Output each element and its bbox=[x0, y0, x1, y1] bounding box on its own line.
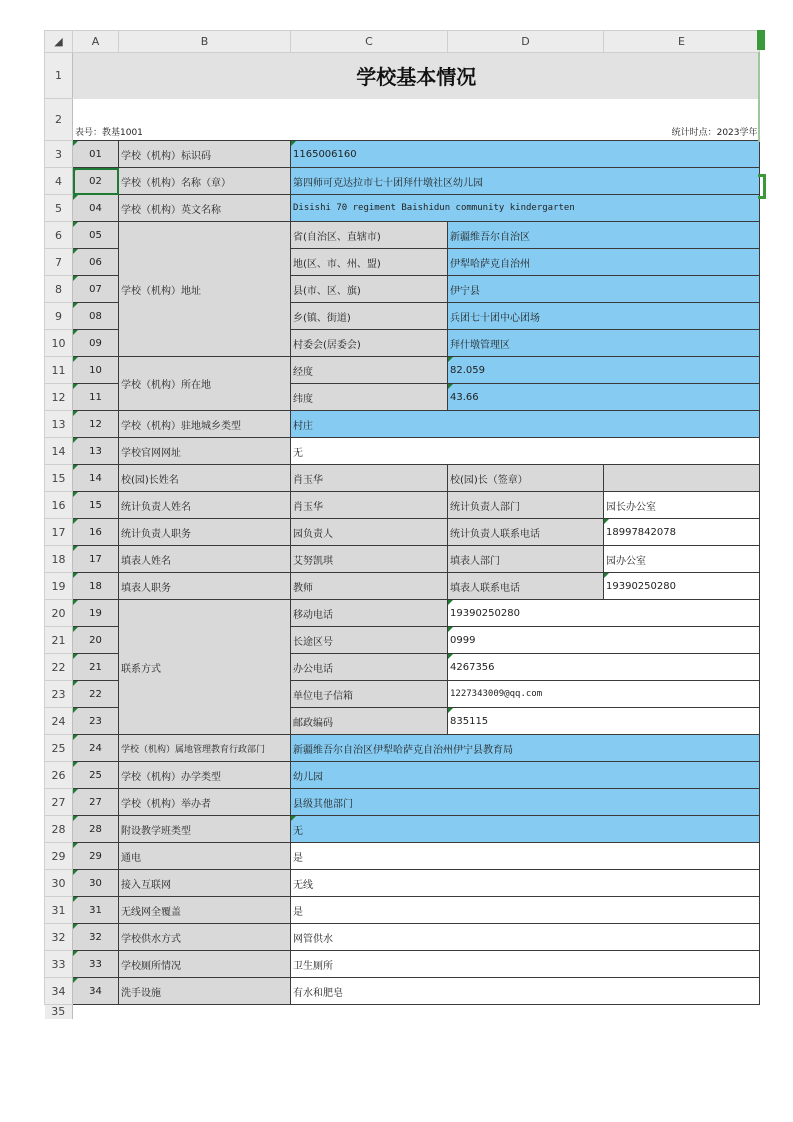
row-header[interactable]: 31 bbox=[45, 897, 73, 924]
table-row bbox=[45, 438, 760, 465]
table-row bbox=[45, 762, 760, 789]
row-header[interactable]: 27 bbox=[45, 789, 73, 816]
comment-marker-icon bbox=[448, 600, 453, 605]
table-row bbox=[45, 222, 760, 249]
comment-marker-icon bbox=[73, 303, 78, 308]
comment-marker-icon bbox=[73, 492, 78, 497]
comment-marker-icon bbox=[73, 222, 78, 227]
row-header[interactable]: 25 bbox=[45, 735, 73, 762]
table-row bbox=[45, 897, 760, 924]
item-number[interactable]: 19 bbox=[73, 600, 119, 627]
field-value[interactable]: 有水和肥皂 bbox=[291, 978, 760, 1005]
column-header-e[interactable]: E bbox=[604, 31, 760, 53]
table-row bbox=[45, 1005, 760, 1019]
field-label[interactable]: 学校供水方式 bbox=[119, 924, 291, 951]
field-value[interactable]: 园负责人 bbox=[291, 519, 448, 546]
row-header[interactable]: 10 bbox=[45, 330, 73, 357]
field-label[interactable]: 附设教学班类型 bbox=[119, 816, 291, 843]
select-all-corner[interactable]: ◢ bbox=[45, 31, 73, 53]
table-row bbox=[45, 492, 760, 519]
field-value[interactable]: 拜什墩管理区 bbox=[448, 330, 760, 357]
field-value[interactable]: 0999 bbox=[448, 627, 760, 654]
field-label[interactable]: 学校（机构）办学类型 bbox=[119, 762, 291, 789]
comment-marker-icon bbox=[73, 816, 78, 821]
comment-marker-icon bbox=[73, 789, 78, 794]
field-label-2[interactable]: 填表人部门 bbox=[448, 546, 604, 573]
column-header-b[interactable]: B bbox=[119, 31, 291, 53]
table-row bbox=[45, 600, 760, 627]
comment-marker-icon bbox=[73, 924, 78, 929]
field-value[interactable]: 新疆维吾尔自治区 bbox=[448, 222, 760, 249]
field-label[interactable]: 学校（机构）英文名称 bbox=[119, 195, 291, 222]
field-label-address[interactable]: 学校（机构）地址 bbox=[119, 222, 291, 357]
item-number[interactable]: 02 bbox=[73, 168, 119, 195]
item-number[interactable]: 04 bbox=[73, 195, 119, 222]
sub-label[interactable]: 移动电话 bbox=[291, 600, 448, 627]
field-value[interactable]: 兵团七十团中心团场 bbox=[448, 303, 760, 330]
row-header[interactable]: 26 bbox=[45, 762, 73, 789]
row-header[interactable]: 32 bbox=[45, 924, 73, 951]
field-label[interactable]: 洗手设施 bbox=[119, 978, 291, 1005]
field-label[interactable]: 统计负责人姓名 bbox=[119, 492, 291, 519]
row-header[interactable]: 21 bbox=[45, 627, 73, 654]
row-header[interactable]: 18 bbox=[45, 546, 73, 573]
row-header[interactable]: 29 bbox=[45, 843, 73, 870]
field-label-2[interactable]: 统计负责人联系电话 bbox=[448, 519, 604, 546]
row-header[interactable]: 2 bbox=[45, 99, 73, 141]
field-value[interactable]: 是 bbox=[291, 843, 760, 870]
column-header-a[interactable]: A bbox=[73, 31, 119, 53]
table-row bbox=[45, 546, 760, 573]
table-row bbox=[45, 816, 760, 843]
comment-marker-icon bbox=[73, 708, 78, 713]
comment-marker-icon bbox=[73, 978, 78, 983]
selection-edge-marker bbox=[758, 174, 766, 199]
item-number[interactable]: 10 bbox=[73, 357, 119, 384]
sub-label[interactable]: 邮政编码 bbox=[291, 708, 448, 735]
comment-marker-icon bbox=[73, 168, 78, 173]
item-number[interactable]: 33 bbox=[73, 951, 119, 978]
item-number[interactable]: 14 bbox=[73, 465, 119, 492]
table-row bbox=[45, 789, 760, 816]
item-number[interactable]: 09 bbox=[73, 330, 119, 357]
comment-marker-icon bbox=[73, 330, 78, 335]
field-label-location[interactable]: 学校（机构）所在地 bbox=[119, 357, 291, 411]
field-label[interactable]: 学校官网网址 bbox=[119, 438, 291, 465]
row-header[interactable]: 13 bbox=[45, 411, 73, 438]
table-row bbox=[45, 357, 760, 384]
field-value[interactable]: 新疆维吾尔自治区伊犁哈萨克自治州伊宁县教育局 bbox=[291, 735, 760, 762]
field-value-2[interactable] bbox=[604, 465, 760, 492]
field-label[interactable]: 校(园)长姓名 bbox=[119, 465, 291, 492]
field-label[interactable]: 学校厕所情况 bbox=[119, 951, 291, 978]
row-header[interactable]: 34 bbox=[45, 978, 73, 1005]
row-header[interactable]: 20 bbox=[45, 600, 73, 627]
item-number[interactable]: 16 bbox=[73, 519, 119, 546]
field-value[interactable]: 肖玉华 bbox=[291, 465, 448, 492]
field-value[interactable]: 19390250280 bbox=[448, 600, 760, 627]
comment-marker-icon bbox=[73, 762, 78, 767]
sub-label[interactable]: 乡(镇、街道) bbox=[291, 303, 448, 330]
row-header[interactable]: 28 bbox=[45, 816, 73, 843]
item-number[interactable]: 05 bbox=[73, 222, 119, 249]
item-number[interactable]: 29 bbox=[73, 843, 119, 870]
item-number[interactable]: 11 bbox=[73, 384, 119, 411]
sub-label[interactable]: 单位电子信箱 bbox=[291, 681, 448, 708]
comment-marker-icon bbox=[73, 438, 78, 443]
comment-marker-icon bbox=[73, 573, 78, 578]
field-value[interactable]: 肖玉华 bbox=[291, 492, 448, 519]
field-label[interactable]: 学校（机构）标识码 bbox=[119, 141, 291, 168]
field-label[interactable]: 学校（机构）驻地城乡类型 bbox=[119, 411, 291, 438]
field-value[interactable]: 无线 bbox=[291, 870, 760, 897]
row-header[interactable]: 14 bbox=[45, 438, 73, 465]
column-header-row bbox=[45, 31, 760, 53]
table-row bbox=[45, 519, 760, 546]
comment-marker-icon bbox=[73, 843, 78, 848]
item-number[interactable]: 24 bbox=[73, 735, 119, 762]
table-row bbox=[45, 573, 760, 600]
comment-marker-icon bbox=[73, 951, 78, 956]
field-value[interactable]: Disishi 70 regiment Baishidun community kindergarten bbox=[291, 195, 760, 222]
column-header-d[interactable]: D bbox=[448, 31, 604, 53]
table-row bbox=[45, 735, 760, 762]
item-number[interactable]: 18 bbox=[73, 573, 119, 600]
item-number[interactable]: 25 bbox=[73, 762, 119, 789]
field-value[interactable]: 网管供水 bbox=[291, 924, 760, 951]
item-number[interactable]: 07 bbox=[73, 276, 119, 303]
item-number[interactable]: 27 bbox=[73, 789, 119, 816]
table-row bbox=[45, 168, 760, 195]
empty-row[interactable] bbox=[73, 1005, 760, 1019]
field-value[interactable]: 伊宁县 bbox=[448, 276, 760, 303]
field-label[interactable]: 接入互联网 bbox=[119, 870, 291, 897]
field-label-2[interactable]: 填表人联系电话 bbox=[448, 573, 604, 600]
field-label[interactable]: 学校（机构）名称（章） bbox=[119, 168, 291, 195]
row-header[interactable]: 5 bbox=[45, 195, 73, 222]
spreadsheet-grid[interactable] bbox=[44, 30, 760, 1019]
field-value[interactable]: 村庄 bbox=[291, 411, 760, 438]
sub-label[interactable]: 纬度 bbox=[291, 384, 448, 411]
sheet-title[interactable]: 学校基本情况 bbox=[73, 53, 760, 99]
table-row bbox=[45, 411, 760, 438]
comment-marker-icon bbox=[73, 357, 78, 362]
field-label-contact[interactable]: 联系方式 bbox=[119, 600, 291, 735]
comment-marker-icon bbox=[73, 735, 78, 740]
comment-marker-icon bbox=[73, 654, 78, 659]
comment-marker-icon bbox=[73, 276, 78, 281]
item-number[interactable]: 15 bbox=[73, 492, 119, 519]
row-header[interactable]: 6 bbox=[45, 222, 73, 249]
row-header[interactable]: 3 bbox=[45, 141, 73, 168]
field-value[interactable]: 43.66 bbox=[448, 384, 760, 411]
column-header-c[interactable]: C bbox=[291, 31, 448, 53]
comment-marker-icon bbox=[448, 384, 453, 389]
comment-marker-icon bbox=[73, 681, 78, 686]
field-label[interactable]: 统计负责人职务 bbox=[119, 519, 291, 546]
sub-label[interactable]: 办公电话 bbox=[291, 654, 448, 681]
comment-marker-icon bbox=[448, 708, 453, 713]
comment-marker-icon bbox=[448, 627, 453, 632]
row-header[interactable]: 17 bbox=[45, 519, 73, 546]
form-number[interactable]: 表号：教基1001 bbox=[75, 128, 143, 138]
field-value[interactable]: 艾努凯琪 bbox=[291, 546, 448, 573]
comment-marker-icon bbox=[73, 519, 78, 524]
item-number[interactable]: 31 bbox=[73, 897, 119, 924]
field-value[interactable]: 无 bbox=[291, 438, 760, 465]
field-label[interactable]: 填表人职务 bbox=[119, 573, 291, 600]
sub-label[interactable]: 经度 bbox=[291, 357, 448, 384]
sub-label[interactable]: 省(自治区、直辖市) bbox=[291, 222, 448, 249]
row-header[interactable]: 1 bbox=[45, 53, 73, 99]
row-header[interactable]: 19 bbox=[45, 573, 73, 600]
table-row bbox=[45, 924, 760, 951]
field-label[interactable]: 通电 bbox=[119, 843, 291, 870]
field-value[interactable]: 教师 bbox=[291, 573, 448, 600]
comment-marker-icon bbox=[73, 897, 78, 902]
field-label[interactable]: 学校（机构）举办者 bbox=[119, 789, 291, 816]
item-number[interactable]: 34 bbox=[73, 978, 119, 1005]
row-header[interactable]: 35 bbox=[45, 1005, 73, 1019]
row-header[interactable]: 4 bbox=[45, 168, 73, 195]
field-value[interactable]: 第四师可克达拉市七十团拜什墩社区幼儿园 bbox=[291, 168, 760, 195]
item-number[interactable]: 20 bbox=[73, 627, 119, 654]
table-row bbox=[45, 195, 760, 222]
field-value[interactable]: 伊犁哈萨克自治州 bbox=[448, 249, 760, 276]
field-value[interactable]: 82.059 bbox=[448, 357, 760, 384]
item-number[interactable]: 12 bbox=[73, 411, 119, 438]
comment-marker-icon bbox=[448, 357, 453, 362]
field-value[interactable]: 卫生厕所 bbox=[291, 951, 760, 978]
field-label-2[interactable]: 统计负责人部门 bbox=[448, 492, 604, 519]
table-row bbox=[45, 465, 760, 492]
table-row bbox=[45, 53, 760, 99]
row-header[interactable]: 7 bbox=[45, 249, 73, 276]
table-row bbox=[45, 141, 760, 168]
item-number[interactable]: 08 bbox=[73, 303, 119, 330]
comment-marker-icon bbox=[73, 249, 78, 254]
row-header[interactable]: 22 bbox=[45, 654, 73, 681]
comment-marker-icon bbox=[73, 384, 78, 389]
row-header[interactable]: 30 bbox=[45, 870, 73, 897]
column-scroll-indicator bbox=[757, 30, 765, 50]
item-number[interactable]: 28 bbox=[73, 816, 119, 843]
sub-label[interactable]: 县(市、区、旗) bbox=[291, 276, 448, 303]
field-value-2[interactable]: 18997842078 bbox=[604, 519, 760, 546]
field-value[interactable]: 1227343009@qq.com bbox=[448, 681, 760, 708]
comment-marker-icon bbox=[73, 546, 78, 551]
table-row bbox=[45, 870, 760, 897]
sub-label[interactable]: 地(区、市、州、盟) bbox=[291, 249, 448, 276]
table-row bbox=[45, 978, 760, 1005]
page-break-indicator bbox=[758, 52, 760, 142]
field-value[interactable]: 幼儿园 bbox=[291, 762, 760, 789]
field-value-2[interactable]: 园办公室 bbox=[604, 546, 760, 573]
row-header[interactable]: 12 bbox=[45, 384, 73, 411]
item-number[interactable]: 32 bbox=[73, 924, 119, 951]
field-value[interactable]: 835115 bbox=[448, 708, 760, 735]
field-label-2[interactable]: 校(园)长（签章） bbox=[448, 465, 604, 492]
row-header[interactable]: 15 bbox=[45, 465, 73, 492]
table-row bbox=[45, 99, 760, 141]
field-value-2[interactable]: 园长办公室 bbox=[604, 492, 760, 519]
row-header[interactable]: 8 bbox=[45, 276, 73, 303]
item-number[interactable]: 21 bbox=[73, 654, 119, 681]
sub-label[interactable]: 长途区号 bbox=[291, 627, 448, 654]
row-header[interactable]: 24 bbox=[45, 708, 73, 735]
field-value-2[interactable]: 19390250280 bbox=[604, 573, 760, 600]
item-number[interactable]: 06 bbox=[73, 249, 119, 276]
comment-marker-icon bbox=[73, 411, 78, 416]
field-label[interactable]: 填表人姓名 bbox=[119, 546, 291, 573]
row-header[interactable]: 16 bbox=[45, 492, 73, 519]
comment-marker-icon bbox=[448, 654, 453, 659]
comment-marker-icon bbox=[604, 519, 609, 524]
item-number[interactable]: 30 bbox=[73, 870, 119, 897]
comment-marker-icon bbox=[73, 870, 78, 875]
table-row bbox=[45, 843, 760, 870]
item-number[interactable]: 22 bbox=[73, 681, 119, 708]
field-value[interactable]: 4267356 bbox=[448, 654, 760, 681]
field-value[interactable]: 县级其他部门 bbox=[291, 789, 760, 816]
table-row bbox=[45, 951, 760, 978]
stat-time[interactable]: 统计时点：2023学年 bbox=[671, 128, 758, 138]
comment-marker-icon bbox=[291, 141, 296, 146]
field-value[interactable]: 1165006160 bbox=[291, 141, 760, 168]
item-number[interactable]: 01 bbox=[73, 141, 119, 168]
item-number[interactable]: 23 bbox=[73, 708, 119, 735]
comment-marker-icon bbox=[604, 573, 609, 578]
comment-marker-icon bbox=[73, 465, 78, 470]
field-value[interactable]: 无 bbox=[291, 816, 760, 843]
item-number[interactable]: 13 bbox=[73, 438, 119, 465]
field-label[interactable]: 无线网全覆盖 bbox=[119, 897, 291, 924]
sub-label[interactable]: 村委会(居委会) bbox=[291, 330, 448, 357]
field-value[interactable]: 是 bbox=[291, 897, 760, 924]
row-header[interactable]: 11 bbox=[45, 357, 73, 384]
comment-marker-icon bbox=[73, 600, 78, 605]
comment-marker-icon bbox=[73, 195, 78, 200]
field-label[interactable]: 学校（机构）属地管理教育行政部门 bbox=[119, 735, 291, 762]
row-header[interactable]: 23 bbox=[45, 681, 73, 708]
row-header[interactable]: 33 bbox=[45, 951, 73, 978]
comment-marker-icon bbox=[73, 141, 78, 146]
comment-marker-icon bbox=[291, 816, 296, 821]
row-header[interactable]: 9 bbox=[45, 303, 73, 330]
comment-marker-icon bbox=[73, 627, 78, 632]
item-number[interactable]: 17 bbox=[73, 546, 119, 573]
